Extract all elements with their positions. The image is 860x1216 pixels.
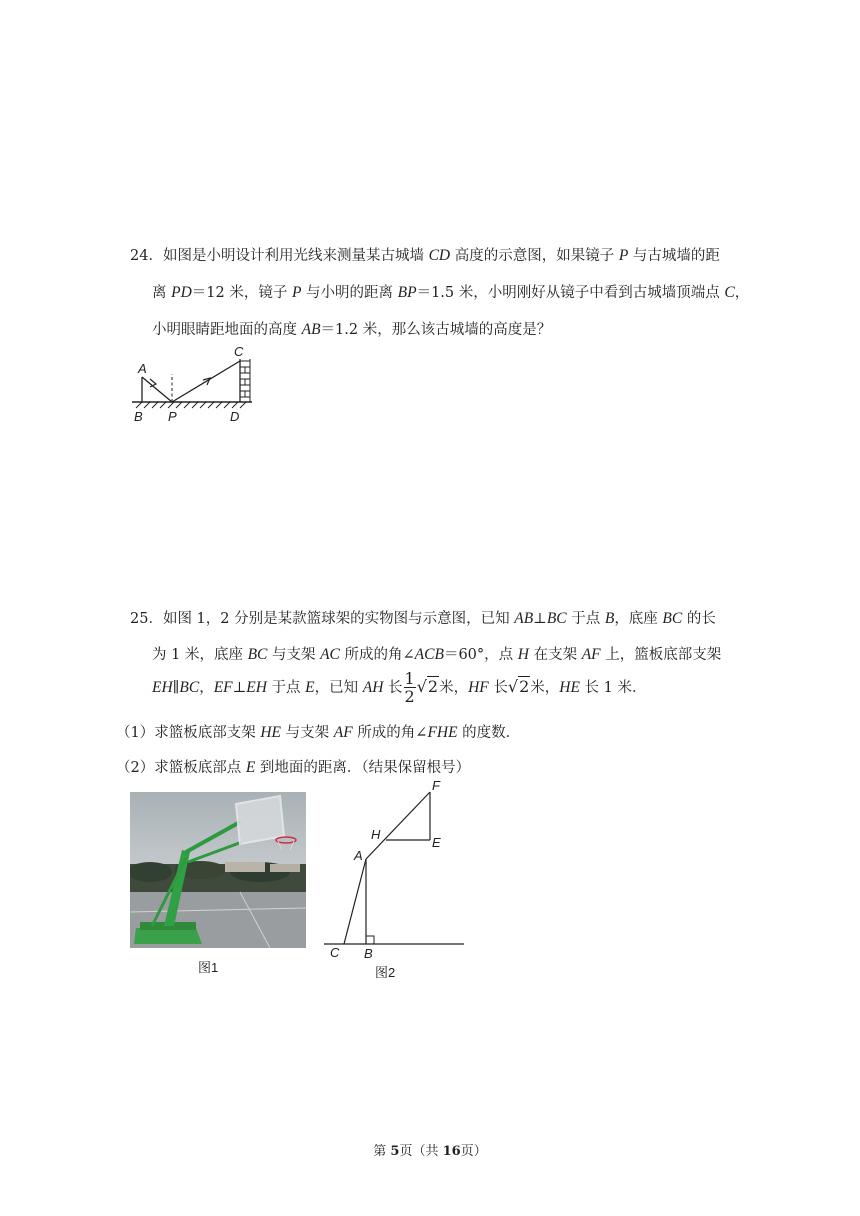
text: ， <box>734 285 750 301</box>
text: ∥ <box>172 680 180 696</box>
text: ＝1.2 米，那么该古城墙的高度是？ <box>320 322 552 338</box>
label-a: A <box>138 361 147 376</box>
ray-pc <box>172 361 240 402</box>
var: AF <box>581 646 601 663</box>
ray-ap <box>142 377 172 402</box>
footer-text: 第 <box>373 1144 391 1159</box>
text: ，底座 <box>614 611 663 627</box>
sqrt-radicand: 2 <box>427 677 439 696</box>
text: 如图是小明设计利用光线来测量某古城墙 <box>162 248 429 264</box>
footer-text: 页（共 <box>399 1144 443 1159</box>
var: HF <box>468 679 489 696</box>
var: P <box>291 284 302 301</box>
var: C <box>724 284 735 301</box>
var: BC <box>247 646 268 663</box>
var: EF <box>213 679 233 696</box>
text: 所成的角∠ <box>339 647 415 663</box>
var: EH <box>152 679 173 696</box>
text: （1）求篮板底部支架 <box>116 725 261 741</box>
var: BC <box>179 679 200 696</box>
var: P <box>618 247 629 264</box>
text: 米， <box>439 680 469 696</box>
basketball-stand-diagram <box>322 778 468 982</box>
text: 于点 <box>566 611 605 627</box>
footer-text: 页） <box>460 1144 487 1159</box>
sqrt-two <box>417 677 439 696</box>
text: 的长 <box>682 611 716 627</box>
right-angle-icon <box>366 936 374 944</box>
wall-bricks <box>240 359 250 402</box>
var: E <box>305 679 315 696</box>
var: AB <box>514 610 534 627</box>
q24-line-2 <box>152 281 749 302</box>
q25-sub-2 <box>116 756 470 777</box>
text: 离 <box>152 285 172 301</box>
var: AF <box>333 724 353 741</box>
var: HE <box>559 679 580 696</box>
text: ＝60°，点 <box>443 647 518 663</box>
sqrt-sign: √ <box>507 677 519 696</box>
var: AB <box>301 321 321 338</box>
var: AC <box>320 646 340 663</box>
text: 在支架 <box>528 647 582 663</box>
arrow-icon <box>150 379 156 387</box>
var: CD <box>428 247 451 264</box>
q25-sub-1 <box>116 721 520 742</box>
fig1-caption: 图1 <box>198 960 219 975</box>
text: 的度数． <box>457 725 521 741</box>
text: 与支架 <box>267 647 321 663</box>
fig2-caption: 图2 <box>375 965 396 980</box>
label-f: F <box>432 778 440 793</box>
sqrt-radicand: 2 <box>519 677 530 696</box>
text: 高度的示意图，如果镜子 <box>450 248 619 264</box>
text: 到地面的距离．（结果保留根号） <box>255 760 471 776</box>
text: 与小明的距离 <box>301 285 398 301</box>
text: （2）求篮板底部点 <box>116 760 246 776</box>
label-e: E <box>432 835 441 850</box>
text: ⊥ <box>232 680 247 696</box>
q25-line-2 <box>152 643 721 664</box>
var: AH <box>362 679 384 696</box>
q25-number: 25． <box>130 611 163 627</box>
text: ⊥ <box>533 611 547 627</box>
frac-num: 1 <box>404 669 415 688</box>
text: 与支架 <box>281 725 334 741</box>
ground-hatch <box>136 402 246 408</box>
text: 上，篮板底部支架 <box>600 647 722 663</box>
text: ， <box>199 680 214 696</box>
q24-line-3 <box>152 318 551 339</box>
text: ，已知 <box>314 680 363 696</box>
fraction-one-half <box>404 669 416 706</box>
page-total: 16 <box>442 1144 461 1159</box>
text: 长 <box>383 680 403 696</box>
var: BC <box>662 610 683 627</box>
text: 为 1 米，底座 <box>152 647 248 663</box>
frac-den: 2 <box>404 687 415 706</box>
text: 长 1 米． <box>579 680 647 696</box>
label-c: C <box>330 945 340 960</box>
var: BC <box>546 610 567 627</box>
q24-number: 24． <box>130 248 163 264</box>
q25-line-3 <box>152 669 647 706</box>
var: B <box>604 610 615 627</box>
sqrt-two <box>508 677 530 696</box>
page-footer <box>0 1140 860 1159</box>
label-c: C <box>234 344 244 359</box>
label-h: H <box>371 827 381 842</box>
q24-mirror-diagram <box>128 342 258 428</box>
text: 长 <box>488 680 508 696</box>
q25-line-1 <box>130 607 716 628</box>
var: H <box>517 646 529 663</box>
label-b: B <box>134 409 143 424</box>
text: 所成的角∠ <box>352 725 428 741</box>
var: FHE <box>427 724 458 741</box>
var: HE <box>260 724 282 741</box>
text: 与古城墙的距 <box>628 248 720 264</box>
text: 米， <box>530 680 560 696</box>
segment-ac <box>344 859 366 944</box>
segment-af <box>366 792 430 859</box>
label-a: A <box>354 848 363 863</box>
text: ＝1.5 米，小明刚好从镜子中看到古城墙顶端点 <box>416 285 725 301</box>
label-d: D <box>230 409 240 424</box>
text: 如图 1，2 分别是某款篮球架的实物图与示意图，已知 <box>162 611 515 627</box>
var: E <box>245 759 256 776</box>
var: ACB <box>414 646 444 663</box>
var: BP <box>397 284 417 301</box>
text: 小明眼睛距地面的高度 <box>152 322 302 338</box>
sqrt-sign: √ <box>416 677 427 696</box>
var: PD <box>171 284 192 301</box>
var: EH <box>246 679 267 696</box>
label-b: B <box>364 946 373 961</box>
basketball-stand-photo <box>130 792 306 948</box>
page-number: 5 <box>390 1144 400 1159</box>
text: ＝12 米，镜子 <box>191 285 292 301</box>
label-p: P <box>168 409 177 424</box>
text: 于点 <box>266 680 306 696</box>
q24-line-1 <box>130 244 720 265</box>
